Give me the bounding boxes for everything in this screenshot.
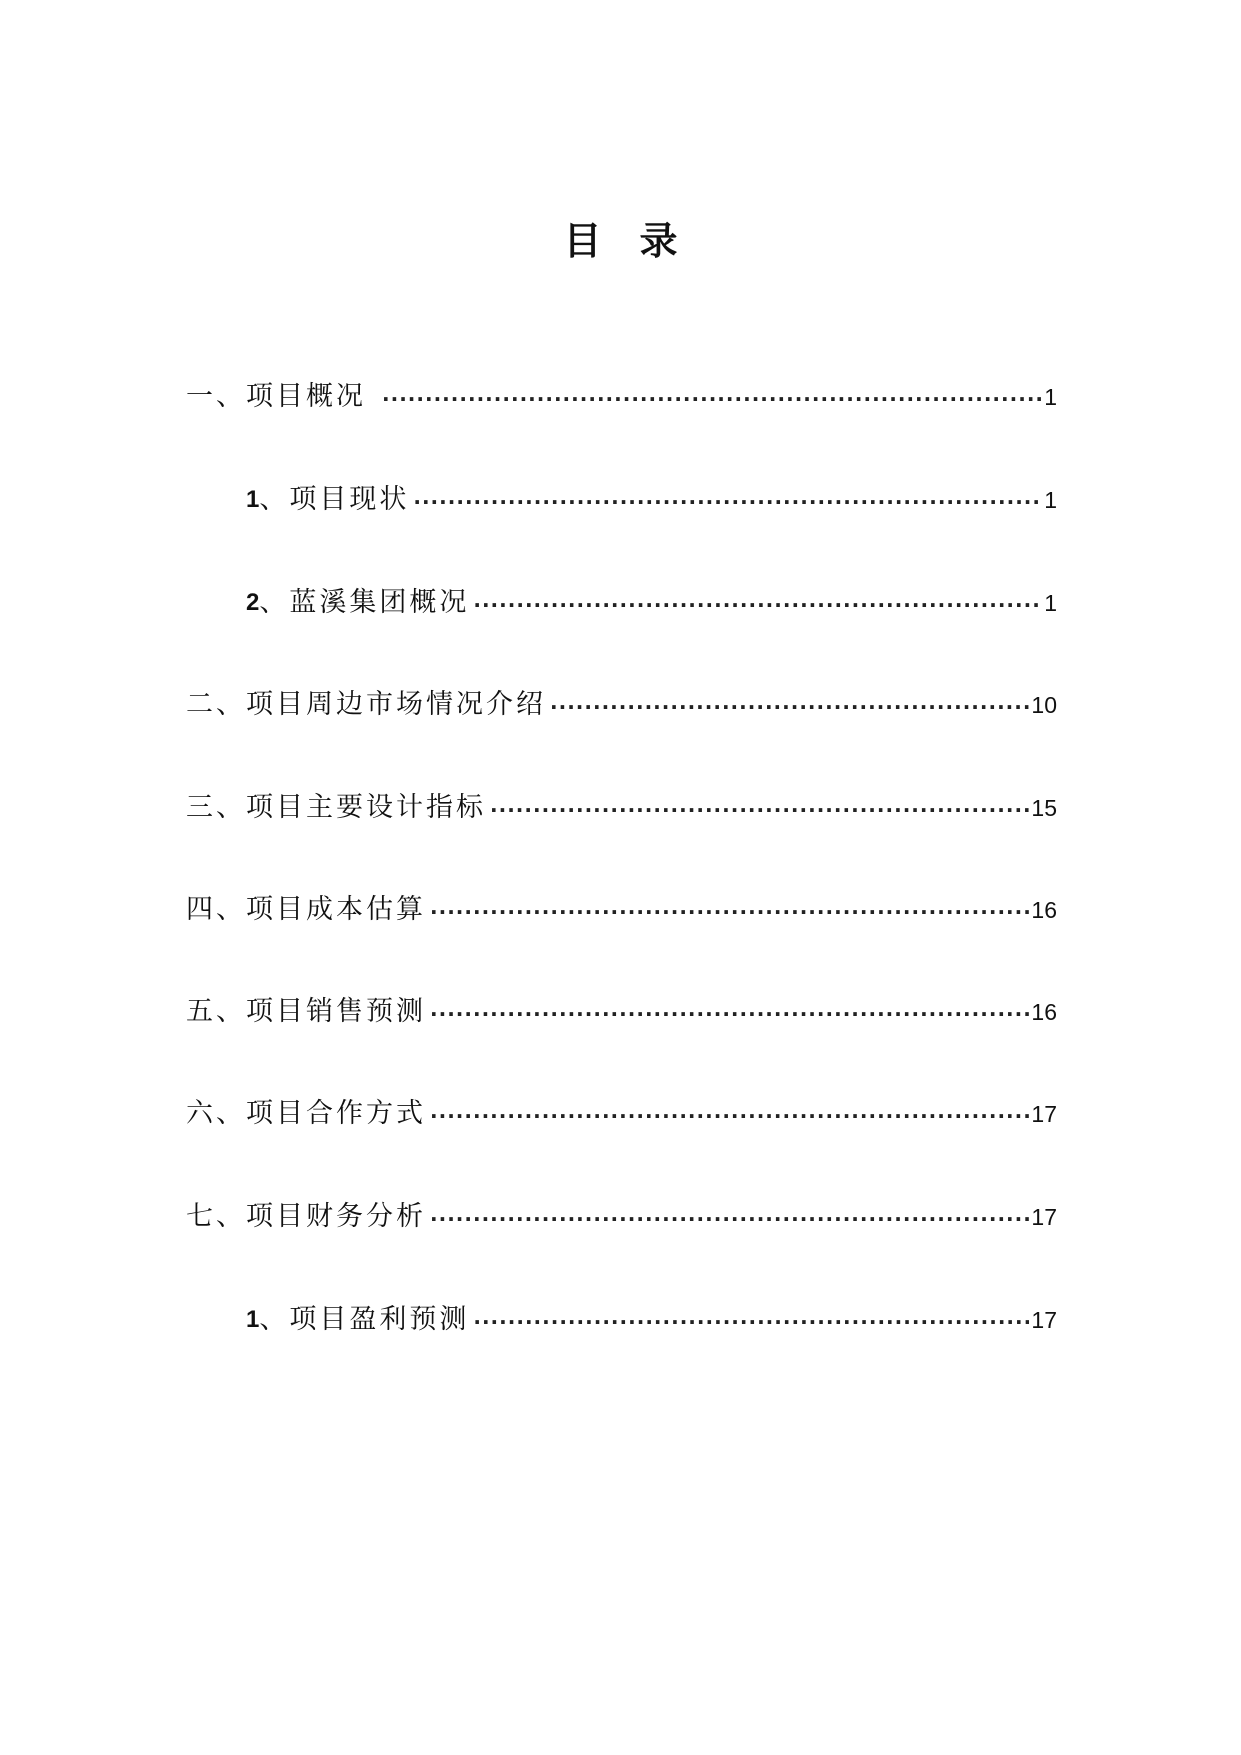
toc-entry-separator: 、: [259, 484, 290, 515]
toc-entry-page: 10: [1031, 692, 1057, 718]
toc-entry-1[interactable]: [186, 377, 1057, 417]
toc-entry-5[interactable]: [186, 992, 1057, 1032]
toc-entry-6[interactable]: [186, 1094, 1057, 1134]
toc-entry-page: 1: [1044, 590, 1057, 616]
toc-entry-marker: 1: [246, 1306, 260, 1333]
toc-entry-label: 项目合作方式: [246, 1098, 426, 1129]
toc-entry-marker: 三、: [186, 792, 246, 823]
toc-entry-page: 17: [1031, 1204, 1057, 1230]
toc-entry-label: 项目销售预测: [246, 996, 426, 1027]
dot-leader: [413, 480, 1042, 520]
toc-entry-page: 16: [1031, 897, 1057, 923]
toc-entry-marker: 五、: [186, 996, 246, 1027]
dot-leader: [430, 1094, 1029, 1134]
dot-leader: [490, 788, 1029, 828]
toc-entry-marker: 二、: [186, 689, 246, 720]
toc-entry-label: 蓝溪集团概况: [289, 587, 470, 618]
toc-entry-page: 16: [1031, 999, 1057, 1025]
title-char-1: 目: [563, 219, 602, 263]
toc-entry-7-1[interactable]: [246, 1300, 1057, 1340]
toc-entry-page: 17: [1031, 1307, 1057, 1333]
toc-entry-1-2[interactable]: [246, 583, 1057, 623]
toc-entry-marker: 1: [246, 486, 260, 513]
toc-entry-separator: 、: [259, 587, 290, 618]
toc-entry-marker: 六、: [186, 1098, 246, 1129]
toc-entry-label: 项目财务分析: [246, 1201, 426, 1232]
toc-entry-4[interactable]: [186, 890, 1057, 930]
toc-entry-label: 项目周边市场情况介绍: [246, 689, 546, 720]
toc-entry-label: 项目主要设计指标: [246, 792, 486, 823]
toc-entry-label: 项目现状: [289, 484, 410, 515]
toc-entry-label: 项目成本估算: [246, 894, 426, 925]
dot-leader: [382, 377, 1042, 417]
toc-entry-label: 项目盈利预测: [289, 1304, 470, 1335]
toc-entry-7[interactable]: [186, 1197, 1057, 1237]
toc-entry-page: 1: [1044, 384, 1057, 410]
title-char-2: 录: [639, 219, 678, 263]
dot-leader: [473, 583, 1042, 623]
toc-entry-marker: 2: [246, 589, 260, 616]
dot-leader: [473, 1300, 1029, 1340]
dot-leader: [550, 685, 1029, 725]
dot-leader: [430, 1197, 1029, 1237]
toc-entry-label: 项目概况: [246, 381, 366, 412]
dot-leader: [430, 992, 1029, 1032]
toc-entry-marker: 一、: [186, 381, 246, 412]
toc-entry-page: 15: [1031, 795, 1057, 821]
toc-entry-marker: 七、: [186, 1201, 246, 1232]
toc-entry-page: 1: [1044, 487, 1057, 513]
toc-entry-3[interactable]: [186, 788, 1057, 828]
toc-entry-separator: 、: [259, 1304, 290, 1335]
toc-entry-1-1[interactable]: [246, 480, 1057, 520]
toc-entry-page: 17: [1031, 1101, 1057, 1127]
toc-entry-marker: 四、: [186, 894, 246, 925]
toc-entry-2[interactable]: [186, 685, 1057, 725]
dot-leader: [430, 890, 1029, 930]
